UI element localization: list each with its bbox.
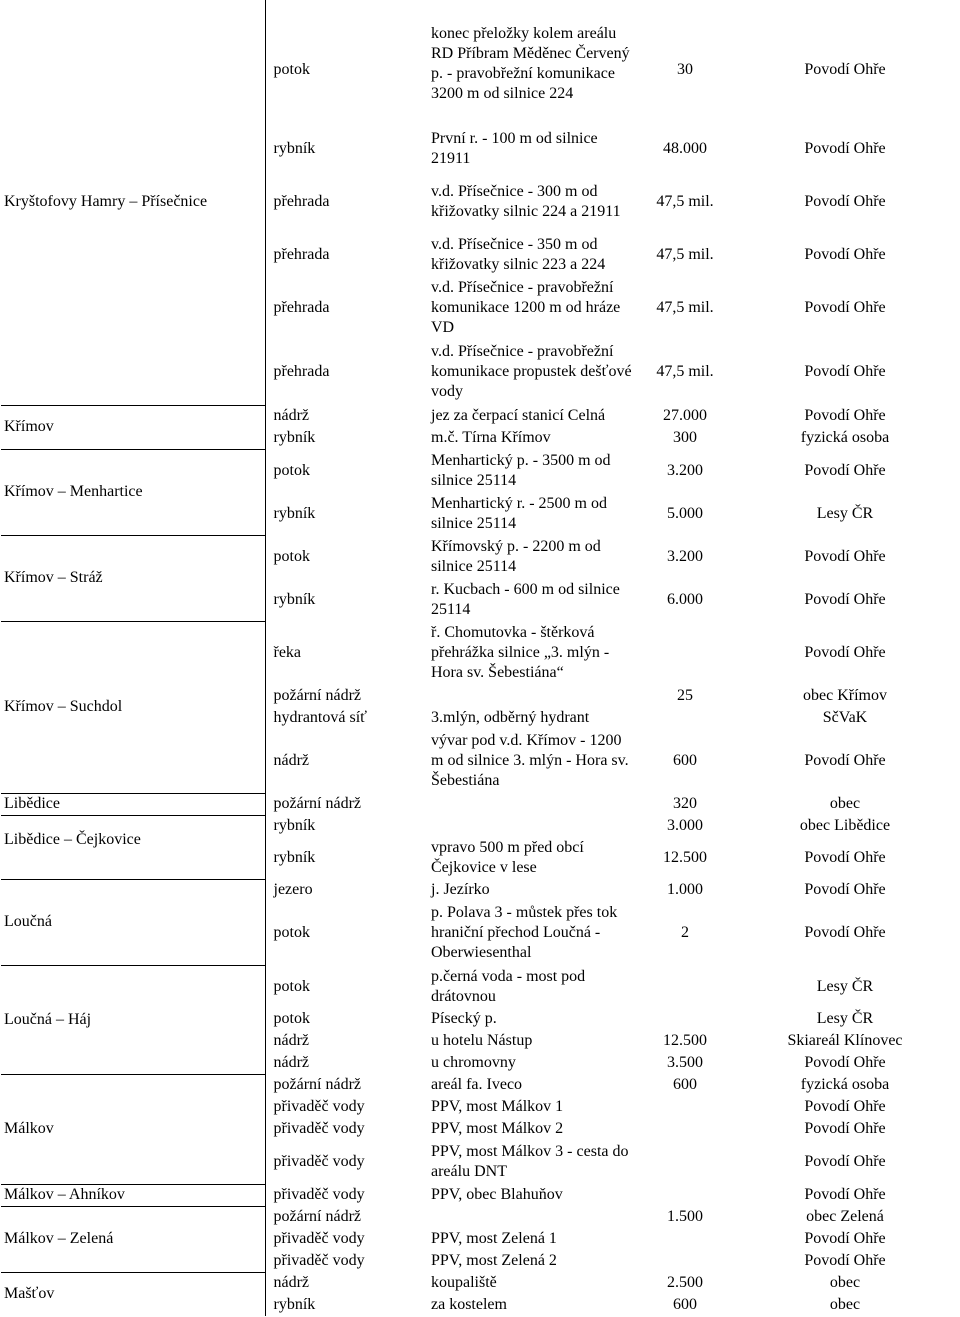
owner-cell: Povodí Ohře bbox=[804, 1054, 886, 1071]
capacity-cell: 47,5 mil. bbox=[656, 246, 714, 263]
capacity-cell: 320 bbox=[673, 795, 697, 812]
type-cell: rybník bbox=[273, 1296, 316, 1313]
table-row bbox=[1, 405, 959, 427]
location-cell bbox=[423, 1206, 639, 1228]
capacity-cell bbox=[639, 1008, 731, 1030]
table-row bbox=[1, 1074, 959, 1096]
type-cell: nádrž bbox=[273, 407, 310, 424]
capacity-cell: 1.500 bbox=[667, 1208, 703, 1225]
location-cell: Menhartický r. - 2500 m od silnice 25114 bbox=[431, 494, 607, 532]
owner-cell: obec bbox=[829, 795, 861, 812]
location-cell: Menhartický p. - 3500 m od silnice 25114 bbox=[431, 451, 611, 489]
location-cell: konec přeložky kolem areálu RD Příbram Měděnec Červený p. - pravobřežní komunikace 3200 m od silnice 224 bbox=[431, 24, 630, 102]
capacity-cell: 25 bbox=[677, 687, 693, 704]
owner-cell: obec bbox=[829, 1274, 861, 1291]
type-cell: potok bbox=[273, 1010, 310, 1027]
locality-cell: Křímov – Menhartice bbox=[1, 449, 265, 535]
capacity-cell: 1.000 bbox=[667, 881, 703, 898]
owner-cell: Povodí Ohře bbox=[804, 1153, 886, 1170]
capacity-cell: 47,5 mil. bbox=[656, 299, 714, 316]
owner-cell: Povodí Ohře bbox=[804, 752, 886, 769]
location-cell: p.černá voda - most pod drátovnou bbox=[431, 967, 586, 1005]
locality-cell: Loučná – Háj bbox=[1, 965, 265, 1074]
table-row bbox=[1, 965, 959, 1008]
table-row bbox=[1, 879, 959, 901]
capacity-cell: 3.500 bbox=[667, 1054, 703, 1071]
type-cell: přehrada bbox=[273, 193, 330, 210]
location-cell bbox=[423, 685, 639, 707]
owner-cell: Povodí Ohře bbox=[804, 60, 886, 78]
capacity-cell: 600 bbox=[673, 1296, 697, 1313]
location-cell: PPV, most Zelená 1 bbox=[431, 1230, 557, 1247]
type-cell: jezero bbox=[273, 881, 313, 898]
capacity-cell: 3.200 bbox=[667, 461, 703, 479]
location-cell: PPV, obec Blahuňov bbox=[431, 1186, 563, 1203]
table-row bbox=[1, 793, 959, 815]
location-cell: r. Kucbach - 600 m od silnice 25114 bbox=[431, 580, 620, 618]
type-cell: potok bbox=[273, 924, 310, 941]
location-cell: Písecký p. bbox=[431, 1010, 497, 1027]
location-cell bbox=[423, 815, 639, 837]
type-cell: přivaděč vody bbox=[273, 1153, 365, 1170]
location-cell: PPV, most Málkov 2 bbox=[431, 1120, 564, 1137]
capacity-cell bbox=[639, 1228, 731, 1250]
location-cell: PPV, most Zelená 2 bbox=[431, 1252, 557, 1269]
owner-cell: Povodí Ohře bbox=[804, 1098, 886, 1115]
type-cell: požární nádrž bbox=[273, 795, 362, 812]
location-cell: ř. Chomutovka - štěrková přehrážka silnice „3. mlýn - Hora sv. Šebestiána“ bbox=[431, 624, 610, 681]
type-cell: řeka bbox=[273, 644, 302, 661]
table-row bbox=[1, 815, 959, 837]
owner-cell: Povodí Ohře bbox=[804, 1120, 886, 1137]
location-cell: u hotelu Nástup bbox=[431, 1032, 533, 1049]
type-cell: přivaděč vody bbox=[273, 1186, 365, 1203]
table-row bbox=[1, 1206, 959, 1228]
owner-cell: Povodí Ohře bbox=[804, 1186, 886, 1203]
capacity-cell: 27.000 bbox=[663, 407, 707, 424]
owner-cell: Povodí Ohře bbox=[804, 849, 886, 866]
type-cell: potok bbox=[273, 547, 310, 565]
owner-cell: Povodí Ohře bbox=[804, 140, 886, 157]
capacity-cell: 6.000 bbox=[667, 590, 703, 608]
capacity-cell: 47,5 mil. bbox=[656, 193, 714, 210]
location-cell: v.d. Přísečnice - pravobřežní komunikace 1200 m od hráze VD bbox=[431, 279, 621, 336]
location-cell: v.d. Přísečnice - 350 m od křižovatky silnic 223 a 224 bbox=[431, 236, 606, 273]
table-row bbox=[1, 1272, 959, 1294]
table-row bbox=[1, 449, 959, 492]
location-cell: vývar pod v.d. Křímov - 1200 m od silnice 3. mlýn - Hora sv. Šebestiána bbox=[431, 732, 629, 789]
location-cell: v.d. Přísečnice - pravobřežní komunikace propustek dešťové vody bbox=[431, 343, 632, 400]
type-cell: přivaděč vody bbox=[273, 1252, 365, 1269]
capacity-cell: 600 bbox=[673, 752, 697, 769]
type-cell: nádrž bbox=[273, 1032, 310, 1049]
type-cell: rybník bbox=[273, 590, 316, 608]
locality-cell: Mašťov bbox=[1, 1272, 265, 1316]
type-cell: požární nádrž bbox=[273, 1076, 362, 1093]
type-cell: potok bbox=[273, 977, 310, 995]
type-cell: rybník bbox=[273, 140, 316, 157]
capacity-cell: 12.500 bbox=[663, 849, 707, 866]
owner-cell: Povodí Ohře bbox=[804, 644, 886, 661]
capacity-cell: 30 bbox=[677, 60, 693, 78]
owner-cell: SčVaK bbox=[822, 709, 868, 726]
type-cell: požární nádrž bbox=[273, 687, 362, 704]
owner-cell: obec Libědice bbox=[799, 817, 891, 834]
owner-cell: Povodí Ohře bbox=[804, 924, 886, 941]
owner-cell: Povodí Ohře bbox=[804, 590, 886, 608]
locality-cell: Málkov bbox=[1, 1074, 265, 1184]
table-row bbox=[1, 535, 959, 578]
owner-cell: Povodí Ohře bbox=[804, 461, 886, 479]
type-cell: potok bbox=[273, 60, 310, 78]
locality-cell: Křímov – Stráž bbox=[1, 535, 265, 621]
type-cell: přehrada bbox=[273, 363, 330, 380]
type-cell: přivaděč vody bbox=[273, 1120, 365, 1137]
owner-cell: Povodí Ohře bbox=[804, 1252, 886, 1269]
capacity-cell bbox=[639, 1184, 731, 1206]
table-row bbox=[1, 621, 959, 685]
locality-cell: Kryštofovy Hamry – Přísečnice bbox=[1, 0, 265, 405]
type-cell: potok bbox=[273, 461, 310, 479]
owner-cell: Povodí Ohře bbox=[804, 299, 886, 316]
location-cell: j. Jezírko bbox=[431, 881, 490, 898]
owner-cell: Povodí Ohře bbox=[804, 547, 886, 565]
capacity-cell bbox=[639, 1118, 731, 1140]
type-cell: přivaděč vody bbox=[273, 1230, 365, 1247]
type-cell: nádrž bbox=[273, 752, 310, 769]
capacity-cell bbox=[639, 621, 731, 685]
type-cell: nádrž bbox=[273, 1274, 310, 1291]
location-cell bbox=[423, 793, 639, 815]
capacity-cell bbox=[639, 707, 731, 729]
owner-cell: Povodí Ohře bbox=[804, 193, 886, 210]
location-cell: 3.mlýn, odběrný hydrant bbox=[431, 709, 590, 726]
owner-cell: Povodí Ohře bbox=[804, 1230, 886, 1247]
owner-cell: Skiareál Klínovec bbox=[787, 1032, 903, 1049]
owner-cell: Povodí Ohře bbox=[804, 407, 886, 424]
water-sources-table bbox=[1, 0, 960, 1316]
owner-cell: Lesy ČR bbox=[816, 1010, 874, 1027]
location-cell: v.d. Přísečnice - 300 m od křižovatky silnic 224 a 21911 bbox=[431, 183, 621, 220]
capacity-cell bbox=[639, 1250, 731, 1272]
location-cell: m.č. Tírna Křímov bbox=[431, 429, 551, 446]
capacity-cell: 2.500 bbox=[667, 1274, 703, 1291]
location-cell: PPV, most Málkov 3 - cesta do areálu DNT bbox=[431, 1143, 629, 1180]
capacity-cell: 3.000 bbox=[667, 817, 703, 834]
capacity-cell: 3.200 bbox=[667, 547, 703, 565]
table-row bbox=[1, 0, 959, 127]
locality-cell: Málkov – Ahníkov bbox=[1, 1184, 265, 1206]
capacity-cell bbox=[639, 965, 731, 1008]
location-cell: Křímovský p. - 2200 m od silnice 25114 bbox=[431, 537, 601, 575]
locality-cell: Křímov bbox=[1, 405, 265, 449]
locality-cell: Libědice – Čejkovice bbox=[1, 815, 265, 879]
owner-cell: Povodí Ohře bbox=[804, 246, 886, 263]
owner-cell: fyzická osoba bbox=[800, 1076, 890, 1093]
locality-cell: Křímov – Suchdol bbox=[1, 621, 265, 793]
locality-cell: Libědice bbox=[1, 793, 265, 815]
type-cell: hydrantová síť bbox=[273, 709, 367, 726]
owner-cell: obec Zelená bbox=[806, 1208, 884, 1225]
type-cell: rybník bbox=[273, 817, 316, 834]
owner-cell: obec Křímov bbox=[803, 687, 887, 704]
type-cell: přehrada bbox=[273, 299, 330, 316]
owner-cell: Povodí Ohře bbox=[804, 881, 886, 898]
type-cell: rybník bbox=[273, 849, 316, 866]
capacity-cell: 12.500 bbox=[663, 1032, 707, 1049]
location-cell: p. Polava 3 - můstek přes tok hraniční přechod Loučná - Oberwiesenthal bbox=[431, 904, 618, 961]
owner-cell: fyzická osoba bbox=[800, 429, 890, 446]
owner-cell: obec bbox=[829, 1296, 861, 1313]
locality-cell: Loučná bbox=[1, 879, 265, 965]
location-cell: za kostelem bbox=[431, 1296, 507, 1313]
location-cell: areál fa. Iveco bbox=[431, 1076, 523, 1093]
locality-cell: Málkov – Zelená bbox=[1, 1206, 265, 1272]
type-cell: přivaděč vody bbox=[273, 1098, 365, 1115]
location-cell: koupaliště bbox=[431, 1274, 497, 1291]
capacity-cell: 300 bbox=[673, 429, 697, 446]
location-cell: u chromovny bbox=[431, 1054, 516, 1071]
location-cell: PPV, most Málkov 1 bbox=[431, 1098, 564, 1115]
owner-cell: Lesy ČR bbox=[816, 977, 874, 995]
type-cell: nádrž bbox=[273, 1054, 310, 1071]
capacity-cell: 2 bbox=[681, 924, 689, 941]
type-cell: požární nádrž bbox=[273, 1208, 362, 1225]
capacity-cell: 47,5 mil. bbox=[656, 363, 714, 380]
capacity-cell: 5.000 bbox=[667, 504, 703, 522]
type-cell: rybník bbox=[273, 504, 316, 522]
location-cell: První r. - 100 m od silnice 21911 bbox=[431, 130, 598, 167]
capacity-cell bbox=[639, 1096, 731, 1118]
location-cell: jez za čerpací stanicí Celná bbox=[431, 407, 606, 424]
type-cell: rybník bbox=[273, 429, 316, 446]
capacity-cell: 600 bbox=[673, 1076, 697, 1093]
table-row bbox=[1, 1184, 959, 1206]
owner-cell: Lesy ČR bbox=[816, 504, 874, 522]
location-cell: vpravo 500 m před obcí Čejkovice v lese bbox=[431, 839, 584, 876]
capacity-cell: 48.000 bbox=[663, 140, 707, 157]
type-cell: přehrada bbox=[273, 246, 330, 263]
capacity-cell bbox=[639, 1140, 731, 1184]
owner-cell: Povodí Ohře bbox=[804, 363, 886, 380]
